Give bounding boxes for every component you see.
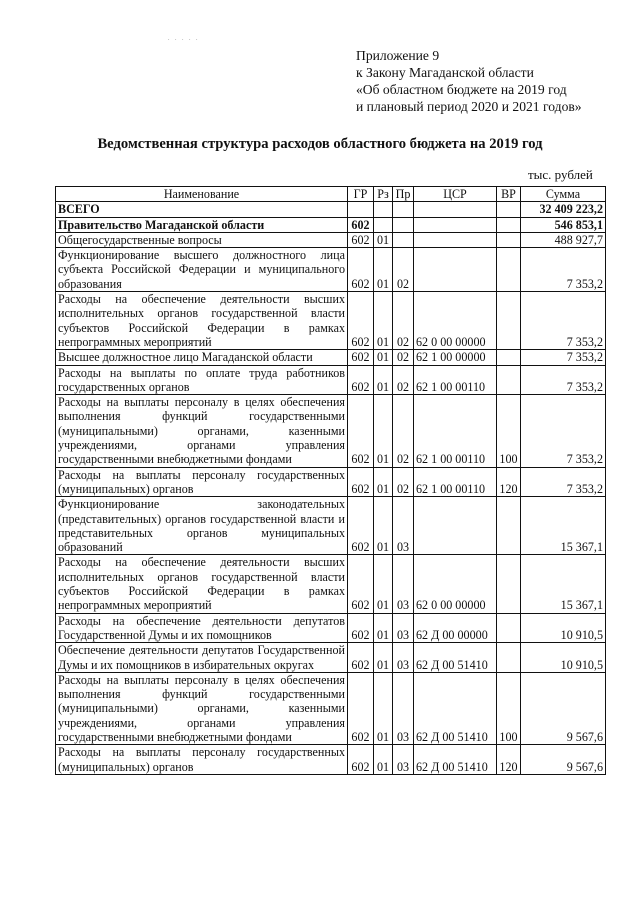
cell-gr: 602: [348, 745, 374, 775]
cell-gr: 602: [348, 467, 374, 497]
cell-pr: 02: [393, 365, 414, 395]
cell-vr: [497, 365, 521, 395]
cell-csr: 62 Д 00 51410: [414, 672, 497, 744]
cell-pr: [393, 202, 414, 217]
cell-gr: 602: [348, 555, 374, 613]
column-header-csr: ЦСР: [414, 187, 497, 202]
cell-name: Функционирование законодательных (представительных) органов государственной власти и представительных органов муниципальных образований: [56, 497, 348, 555]
scan-mark: . . . . .: [168, 36, 200, 42]
cell-rz: [374, 217, 393, 232]
units-label: тыс. рублей: [528, 167, 593, 182]
cell-rz: 01: [374, 365, 393, 395]
column-header-name: Наименование: [56, 187, 348, 202]
cell-csr: [414, 232, 497, 247]
appendix-line: Приложение 9: [356, 48, 440, 63]
cell-csr: [414, 497, 497, 555]
cell-vr: 120: [497, 467, 521, 497]
cell-vr: [497, 292, 521, 350]
cell-pr: [393, 232, 414, 247]
table-row: [56, 217, 606, 232]
cell-csr: [414, 248, 497, 292]
cell-csr: 62 Д 00 00000: [414, 613, 497, 643]
cell-rz: 01: [374, 613, 393, 643]
cell-csr: [414, 202, 497, 217]
cell-gr: 602: [348, 217, 374, 232]
cell-sum: 10 910,5: [521, 643, 606, 673]
cell-csr: 62 1 00 00110: [414, 395, 497, 467]
cell-vr: [497, 248, 521, 292]
table-row: [56, 643, 606, 673]
cell-gr: 602: [348, 365, 374, 395]
cell-csr: 62 1 00 00110: [414, 467, 497, 497]
cell-name: Функционирование высшего должностного лица субъекта Российской Федерации и муниципального образования: [56, 248, 348, 292]
cell-vr: 100: [497, 395, 521, 467]
cell-name: Расходы на обеспечение деятельности высших исполнительных органов государственной власти субъектов Российской Федерации в рамках непрограммных мероприятий: [56, 555, 348, 613]
cell-csr: 62 0 00 00000: [414, 292, 497, 350]
cell-sum: 546 853,1: [521, 217, 606, 232]
cell-sum: 10 910,5: [521, 613, 606, 643]
cell-csr: 62 Д 00 51410: [414, 745, 497, 775]
cell-sum: 7 353,2: [521, 395, 606, 467]
cell-pr: 03: [393, 497, 414, 555]
table-row: [56, 555, 606, 613]
cell-pr: 03: [393, 555, 414, 613]
cell-name: Расходы на выплаты персоналу государственных (муниципальных) органов: [56, 467, 348, 497]
cell-rz: 01: [374, 745, 393, 775]
cell-rz: 01: [374, 643, 393, 673]
cell-sum: 9 567,6: [521, 745, 606, 775]
appendix-line: и плановый период 2020 и 2021 годов»: [356, 99, 582, 114]
column-header-pr: Пр: [393, 187, 414, 202]
cell-pr: 03: [393, 745, 414, 775]
cell-vr: [497, 643, 521, 673]
cell-csr: 62 Д 00 51410: [414, 643, 497, 673]
cell-name: ВСЕГО: [56, 202, 348, 217]
table-row: [56, 248, 606, 292]
cell-sum: 7 353,2: [521, 292, 606, 350]
column-header-gr: ГР: [348, 187, 374, 202]
cell-name: Правительство Магаданской области: [56, 217, 348, 232]
cell-name: Высшее должностное лицо Магаданской области: [56, 350, 348, 365]
cell-sum: 15 367,1: [521, 497, 606, 555]
cell-name: Расходы на обеспечение деятельности высших исполнительных органов государственной власти субъектов Российской Федерации в рамках непрограммных мероприятий: [56, 292, 348, 350]
cell-sum: 488 927,7: [521, 232, 606, 247]
cell-gr: 602: [348, 248, 374, 292]
cell-vr: [497, 202, 521, 217]
table-row: [56, 613, 606, 643]
cell-gr: 602: [348, 643, 374, 673]
cell-name: Расходы на обеспечение деятельности депутатов Государственной Думы и их помощников: [56, 613, 348, 643]
cell-vr: [497, 555, 521, 613]
cell-sum: 15 367,1: [521, 555, 606, 613]
cell-pr: 02: [393, 395, 414, 467]
cell-rz: 01: [374, 467, 393, 497]
cell-name: Расходы на выплаты персоналу в целях обеспечения выполнения функций государственными (муниципальными) органами, казенными учреждениями, органами управления государственными внебюджетными фондами: [56, 395, 348, 467]
document-title: Ведомственная структура расходов областного бюджета на 2019 год: [97, 136, 543, 152]
cell-vr: [497, 497, 521, 555]
cell-vr: 120: [497, 745, 521, 775]
budget-table: [55, 186, 606, 775]
column-header-vr: ВР: [497, 187, 521, 202]
table-row: [56, 745, 606, 775]
cell-rz: 01: [374, 555, 393, 613]
cell-csr: [414, 217, 497, 232]
table-row: [56, 292, 606, 350]
cell-pr: 02: [393, 350, 414, 365]
cell-sum: 7 353,2: [521, 365, 606, 395]
table-row: [56, 467, 606, 497]
cell-pr: 03: [393, 613, 414, 643]
cell-rz: 01: [374, 395, 393, 467]
cell-sum: 7 353,2: [521, 248, 606, 292]
cell-rz: 01: [374, 672, 393, 744]
appendix-header: [356, 47, 636, 115]
cell-vr: [497, 350, 521, 365]
cell-sum: 7 353,2: [521, 350, 606, 365]
cell-name: Обеспечение деятельности депутатов Государственной Думы и их помощников в избирательных округах: [56, 643, 348, 673]
cell-vr: [497, 613, 521, 643]
cell-name: Расходы на выплаты персоналу в целях обеспечения выполнения функций государственными (муниципальными) органами, казенными учреждениями, органами управления государственными внебюджетными фондами: [56, 672, 348, 744]
cell-csr: 62 0 00 00000: [414, 555, 497, 613]
cell-rz: 01: [374, 248, 393, 292]
table-row: [56, 497, 606, 555]
column-header-sum: Сумма: [521, 187, 606, 202]
table-row: [56, 350, 606, 365]
cell-csr: 62 1 00 00000: [414, 350, 497, 365]
cell-sum: 7 353,2: [521, 467, 606, 497]
cell-vr: [497, 232, 521, 247]
cell-vr: [497, 217, 521, 232]
cell-name: Расходы на выплаты персоналу государственных (муниципальных) органов: [56, 745, 348, 775]
cell-csr: 62 1 00 00110: [414, 365, 497, 395]
cell-rz: 01: [374, 497, 393, 555]
cell-pr: 02: [393, 248, 414, 292]
table-row: [56, 395, 606, 467]
cell-rz: 01: [374, 292, 393, 350]
cell-gr: 602: [348, 672, 374, 744]
column-header-rz: Рз: [374, 187, 393, 202]
cell-gr: [348, 202, 374, 217]
cell-vr: 100: [497, 672, 521, 744]
cell-name: Общегосударственные вопросы: [56, 232, 348, 247]
cell-gr: 602: [348, 497, 374, 555]
table-row: [56, 365, 606, 395]
cell-gr: 602: [348, 350, 374, 365]
appendix-line: «Об областном бюджете на 2019 год: [356, 82, 567, 97]
cell-rz: 01: [374, 350, 393, 365]
table-row: [56, 202, 606, 217]
cell-pr: 03: [393, 672, 414, 744]
cell-pr: 03: [393, 643, 414, 673]
cell-gr: 602: [348, 395, 374, 467]
cell-gr: 602: [348, 292, 374, 350]
cell-gr: 602: [348, 232, 374, 247]
cell-sum: 9 567,6: [521, 672, 606, 744]
appendix-line: к Закону Магаданской области: [356, 65, 534, 80]
budget-table-body: [56, 202, 606, 775]
cell-rz: [374, 202, 393, 217]
table-row: [56, 232, 606, 247]
cell-sum: 32 409 223,2: [521, 202, 606, 217]
cell-pr: [393, 217, 414, 232]
table-row: [56, 672, 606, 744]
cell-name: Расходы на выплаты по оплате труда работников государственных органов: [56, 365, 348, 395]
table-header-row: [56, 187, 606, 202]
cell-gr: 602: [348, 613, 374, 643]
cell-rz: 01: [374, 232, 393, 247]
cell-pr: 02: [393, 292, 414, 350]
cell-pr: 02: [393, 467, 414, 497]
